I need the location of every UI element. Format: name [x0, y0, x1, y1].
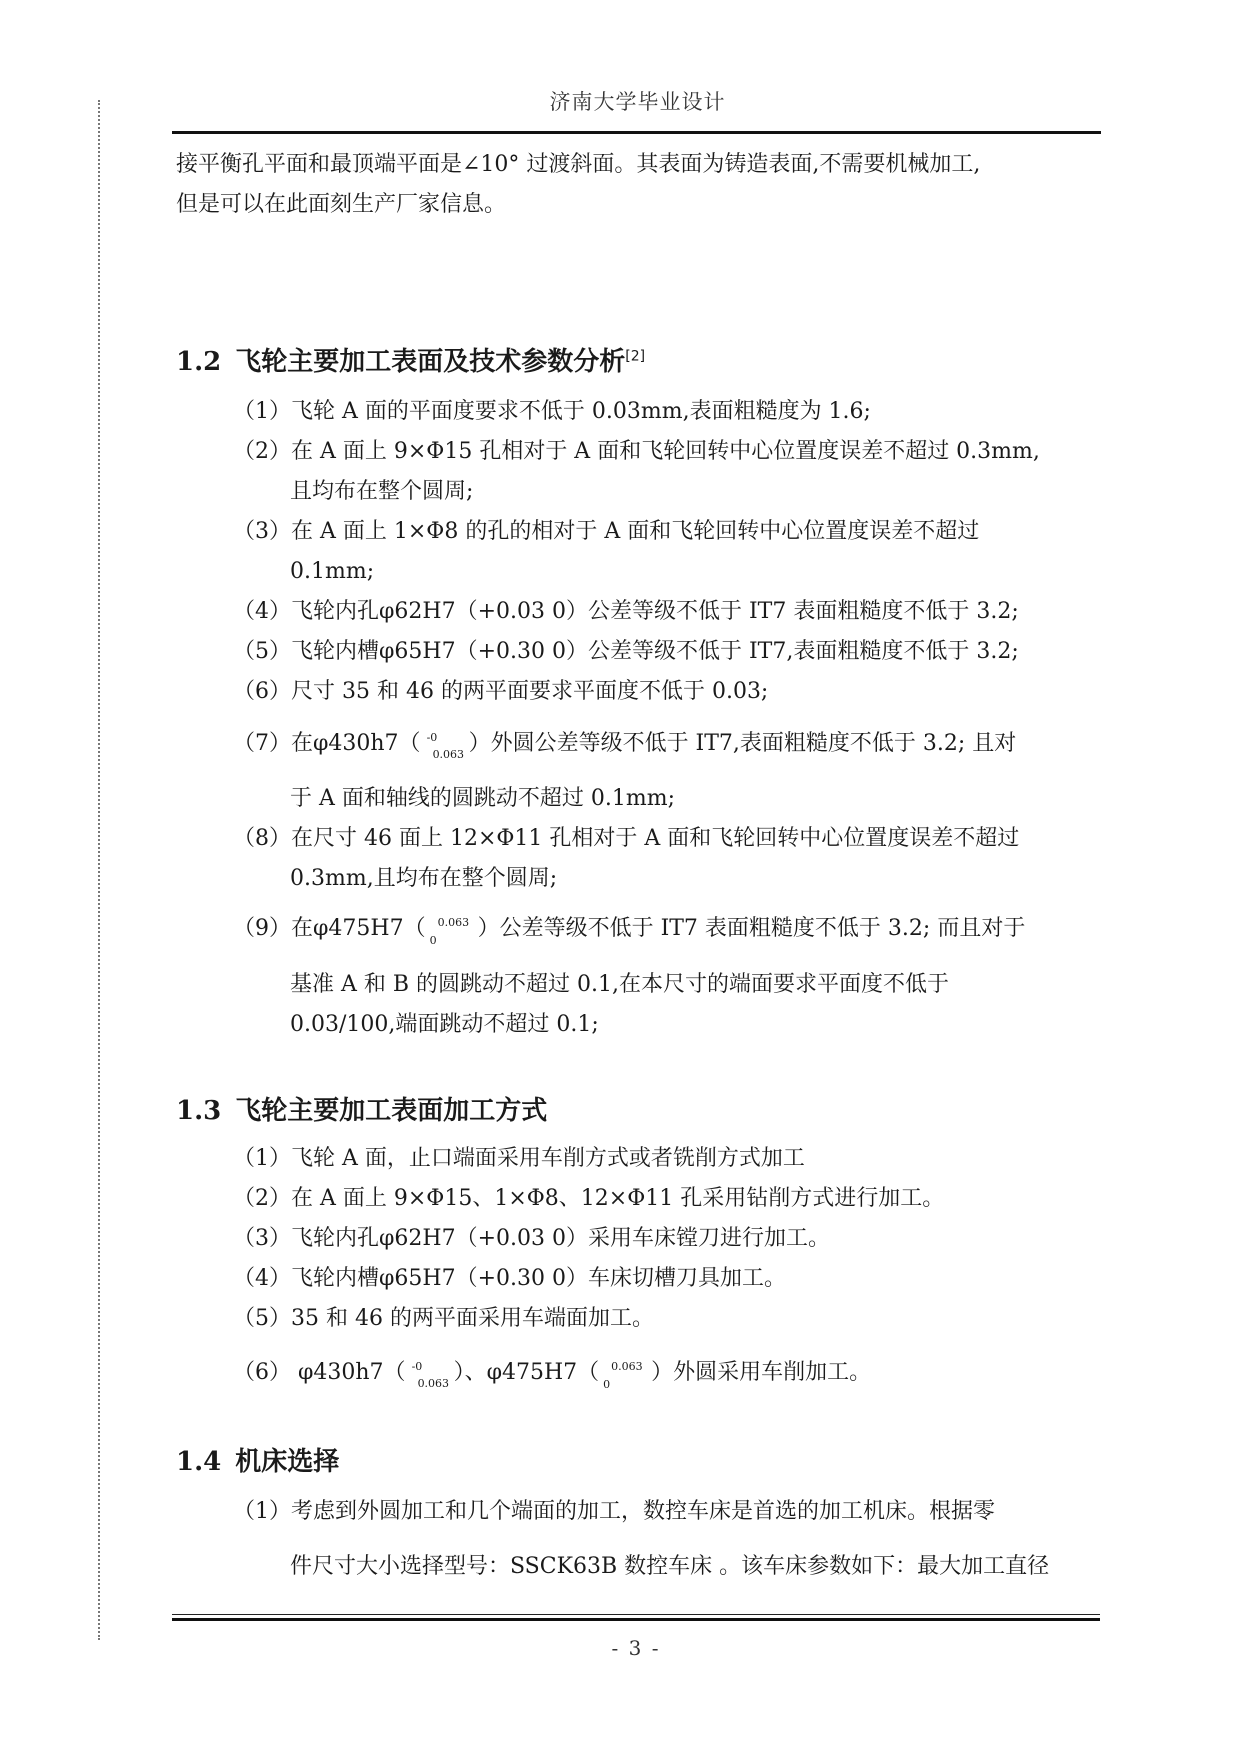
tolerance-fraction	[599, 1358, 651, 1391]
item-text: ）公差等级不低于 IT7 表面粗糙度不低于 3.2; 而且对于	[477, 916, 1026, 941]
paragraph-line: （1）考虑到外圆加工和几个端面的加工，数控车床是首选的加工机床。根据零	[233, 1499, 995, 1524]
intro-line-1: 接平衡孔平面和最顶端平面是∠10° 过渡斜面。其表面为铸造表面,不需要机械加工,	[176, 152, 981, 177]
list-item: （5）35 和 46 的两平面采用车端面加工。	[233, 1306, 654, 1331]
citation-ref: [2]	[625, 348, 646, 365]
paragraph-line: 件尺寸大小选择型号：SSCK63B 数控车床 。该车床参数如下：最大加工直径	[290, 1554, 1050, 1579]
list-item: （4）飞轮内孔φ62H7（+0.03 0）公差等级不低于 IT7 表面粗糙度不低于 3.2;	[233, 599, 1019, 624]
list-item	[233, 729, 1016, 759]
section-title: 飞轮主要加工表面及技术参数分析	[235, 347, 626, 377]
section-heading-1-2	[176, 341, 645, 378]
list-item: （1）飞轮 A 面的平面度要求不低于 0.03mm,表面粗糙度为 1.6;	[233, 399, 871, 424]
list-item-continuation: 基准 A 和 B 的圆跳动不超过 0.1,在本尺寸的端面要求平面度不低于	[290, 972, 950, 997]
tolerance-lower: 0	[429, 934, 437, 947]
list-item: （6）尺寸 35 和 46 的两平面要求平面度不低于 0.03;	[233, 679, 769, 704]
item-text: （7）在φ430h7（	[233, 731, 421, 756]
item-text: ）外圆采用车削加工。	[651, 1360, 872, 1385]
footer-rule-thick	[172, 1618, 1100, 1621]
list-item	[233, 914, 1026, 947]
tolerance-upper: -0	[411, 1360, 423, 1373]
tolerance-upper: -0	[426, 731, 438, 744]
tolerance-fraction	[426, 914, 478, 947]
tolerance-lower: 0	[603, 1378, 611, 1391]
list-item: （3）在 A 面上 1×Φ8 的孔的相对于 A 面和飞轮回转中心位置度误差不超过	[233, 519, 980, 544]
section-number: 1.3	[176, 1096, 222, 1126]
section-number: 1.4	[176, 1447, 222, 1477]
item-text: ）、φ475H7（	[453, 1360, 600, 1385]
list-item: （5）飞轮内槽φ65H7（+0.30 0）公差等级不低于 IT7,表面粗糙度不低于 3.2;	[233, 639, 1019, 664]
list-item: （1）飞轮 A 面，止口端面采用车削方式或者铣削方式加工	[233, 1146, 805, 1171]
tolerance-lower: 0.063	[417, 1377, 450, 1390]
list-item-continuation: 0.3mm,且均布在整个圆周;	[290, 866, 558, 891]
list-item-continuation: 0.03/100,端面跳动不超过 0.1;	[290, 1012, 599, 1037]
list-item-continuation: 且均布在整个圆周;	[290, 479, 474, 504]
list-item-continuation: 0.1mm;	[290, 559, 375, 584]
item-text: （6） φ430h7（	[233, 1360, 406, 1385]
list-item	[233, 1358, 872, 1391]
tolerance-upper: 0.063	[611, 1360, 643, 1373]
item-text: ）外圆公差等级不低于 IT7,表面粗糙度不低于 3.2; 且对	[468, 731, 1017, 756]
section-title: 机床选择	[235, 1447, 340, 1477]
item-text: （9）在φ475H7（	[233, 916, 426, 941]
tolerance-fraction	[421, 729, 469, 759]
header-title: 济南大学毕业设计	[549, 90, 726, 114]
list-item: （2）在 A 面上 9×Φ15、1×Φ8、12×Φ11 孔采用钻削方式进行加工。	[233, 1186, 945, 1211]
tolerance-upper: 0.063	[437, 916, 470, 929]
list-item: （3）飞轮内孔φ62H7（+0.03 0）采用车床镗刀进行加工。	[233, 1226, 830, 1251]
tolerance-lower: 0.063	[432, 748, 465, 761]
list-item: （4）飞轮内槽φ65H7（+0.30 0）车床切槽刀具加工。	[233, 1266, 786, 1291]
list-item-continuation: 于 A 面和轴线的圆跳动不超过 0.1mm;	[290, 786, 675, 811]
page-number: - 3 -	[611, 1636, 661, 1660]
section-number: 1.2	[176, 347, 222, 377]
section-heading-1-4	[176, 1441, 339, 1478]
tolerance-fraction	[406, 1358, 454, 1388]
intro-line-2: 但是可以在此面刻生产厂家信息。	[176, 192, 507, 217]
section-title: 飞轮主要加工表面加工方式	[235, 1096, 548, 1126]
list-item: （8）在尺寸 46 面上 12×Φ11 孔相对于 A 面和飞轮回转中心位置度误差不超过	[233, 826, 1020, 851]
section-heading-1-3	[176, 1090, 547, 1127]
footer-rule	[172, 1614, 1100, 1615]
list-item: （2）在 A 面上 9×Φ15 孔相对于 A 面和飞轮回转中心位置度误差不超过 0.3mm,	[233, 439, 1040, 464]
